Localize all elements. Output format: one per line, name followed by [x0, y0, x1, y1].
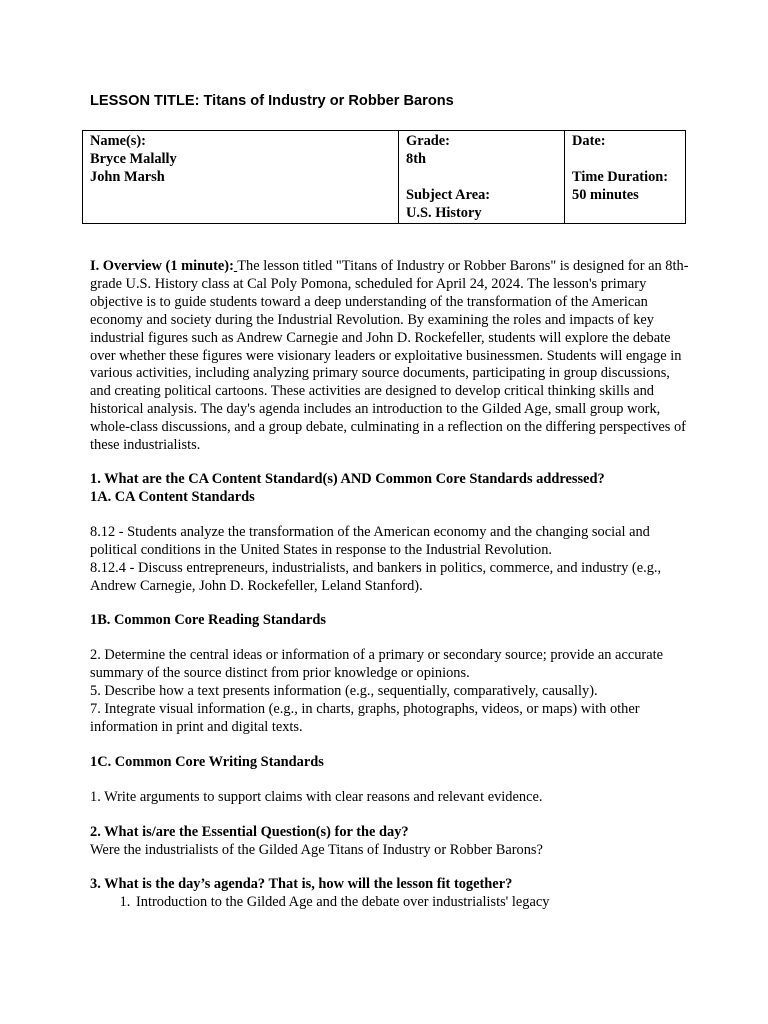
date-label: Date: — [572, 133, 606, 149]
grade-label: Grade: — [406, 133, 450, 149]
writing-standard-1: 1. Write arguments to support claims with clear reasons and relevant evidence. — [90, 788, 543, 805]
subject-label: Subject Area: — [406, 187, 491, 203]
reading-standard-7: 7. Integrate visual information (e.g., in charts, graphs, photographs, videos, or maps) with other information in print and digital texts. — [90, 701, 640, 735]
agenda-item: 1. Introduction to the Gilded Age and the debate over industrialists' legacy — [134, 894, 690, 912]
lesson-title-label: LESSON TITLE: — [90, 93, 200, 109]
grade-subject-cell — [399, 131, 565, 224]
date-duration-cell — [565, 131, 686, 224]
lesson-body — [90, 258, 690, 912]
names-cell — [83, 131, 399, 224]
lesson-info-table — [82, 130, 686, 224]
subject-value: U.S. History — [406, 205, 482, 221]
reading-standard-5: 5. Describe how a text presents information (e.g., sequentially, comparatively, causally). — [90, 683, 598, 700]
essential-question-heading: 2. What is/are the Essential Question(s) for the day? — [90, 823, 409, 840]
name-2: John Marsh — [90, 169, 165, 185]
reading-standards-heading: 1B. Common Core Reading Standards — [90, 612, 327, 629]
agenda-heading: 3. What is the day’s agenda? That is, how will the lesson fit together? — [90, 876, 513, 893]
duration-value: 50 minutes — [572, 187, 639, 203]
overview-heading: I. Overview (1 minute): — [90, 258, 234, 274]
names-label: Name(s): — [90, 133, 146, 149]
ca-standard-8-12: 8.12 - Students analyze the transformation of the American economy and the changing social and political conditions in the United States in response to the Industrial Revolution. — [90, 523, 650, 558]
overview-paragraph — [90, 258, 690, 455]
standards-question: 1. What are the CA Content Standard(s) AND Common Core Standards addressed? — [90, 470, 605, 487]
ca-standards-heading: 1A. CA Content Standards — [90, 488, 255, 505]
overview-text: The lesson titled "Titans of Industry or Robber Barons" is designed for an 8th-grade U.S. History class at Cal Poly Pomona, scheduled for April 24, 2024. The lesson's primary objective is to guide students toward a deep understanding of the transformation of the American economy and society during the Industrial Revolution. By examining the roles and impacts of key industrial figures such as Andrew Carnegie and John D. Rockefeller, students will explore the debate over whether these figures were visionary leaders or exploitative businessmen. Students will engage in various activities, including analyzing primary source documents, participating in group discussions, and creating political cartoons. These activities are designed to develop critical thinking skills and historical analysis. The day's agenda includes an introduction to the Gilded Age, small group work, whole-class discussions, and a group debate, culminating in a reflection on the differing perspectives of these industrialists. — [90, 258, 689, 454]
grade-value: 8th — [406, 151, 426, 167]
ca-standard-8-12-4: 8.12.4 - Discuss entrepreneurs, industrialists, and bankers in politics, commerce, and industry (e.g., Andrew Carnegie, John D. Rockefeller, Leland Stanford). — [90, 559, 662, 594]
duration-label: Time Duration: — [572, 169, 669, 185]
lesson-title-text: Titans of Industry or Robber Barons — [199, 93, 454, 109]
reading-standard-2: 2. Determine the central ideas or information of a primary or secondary source; provide an accurate summary of the source distinct from prior knowledge or opinions. — [90, 647, 663, 682]
lesson-title — [90, 93, 454, 109]
name-1: Bryce Malally — [90, 151, 177, 167]
writing-standards-heading: 1C. Common Core Writing Standards — [90, 753, 324, 770]
essential-question-text: Were the industrialists of the Gilded Age Titans of Industry or Robber Barons? — [90, 841, 543, 858]
agenda-list — [90, 894, 690, 912]
